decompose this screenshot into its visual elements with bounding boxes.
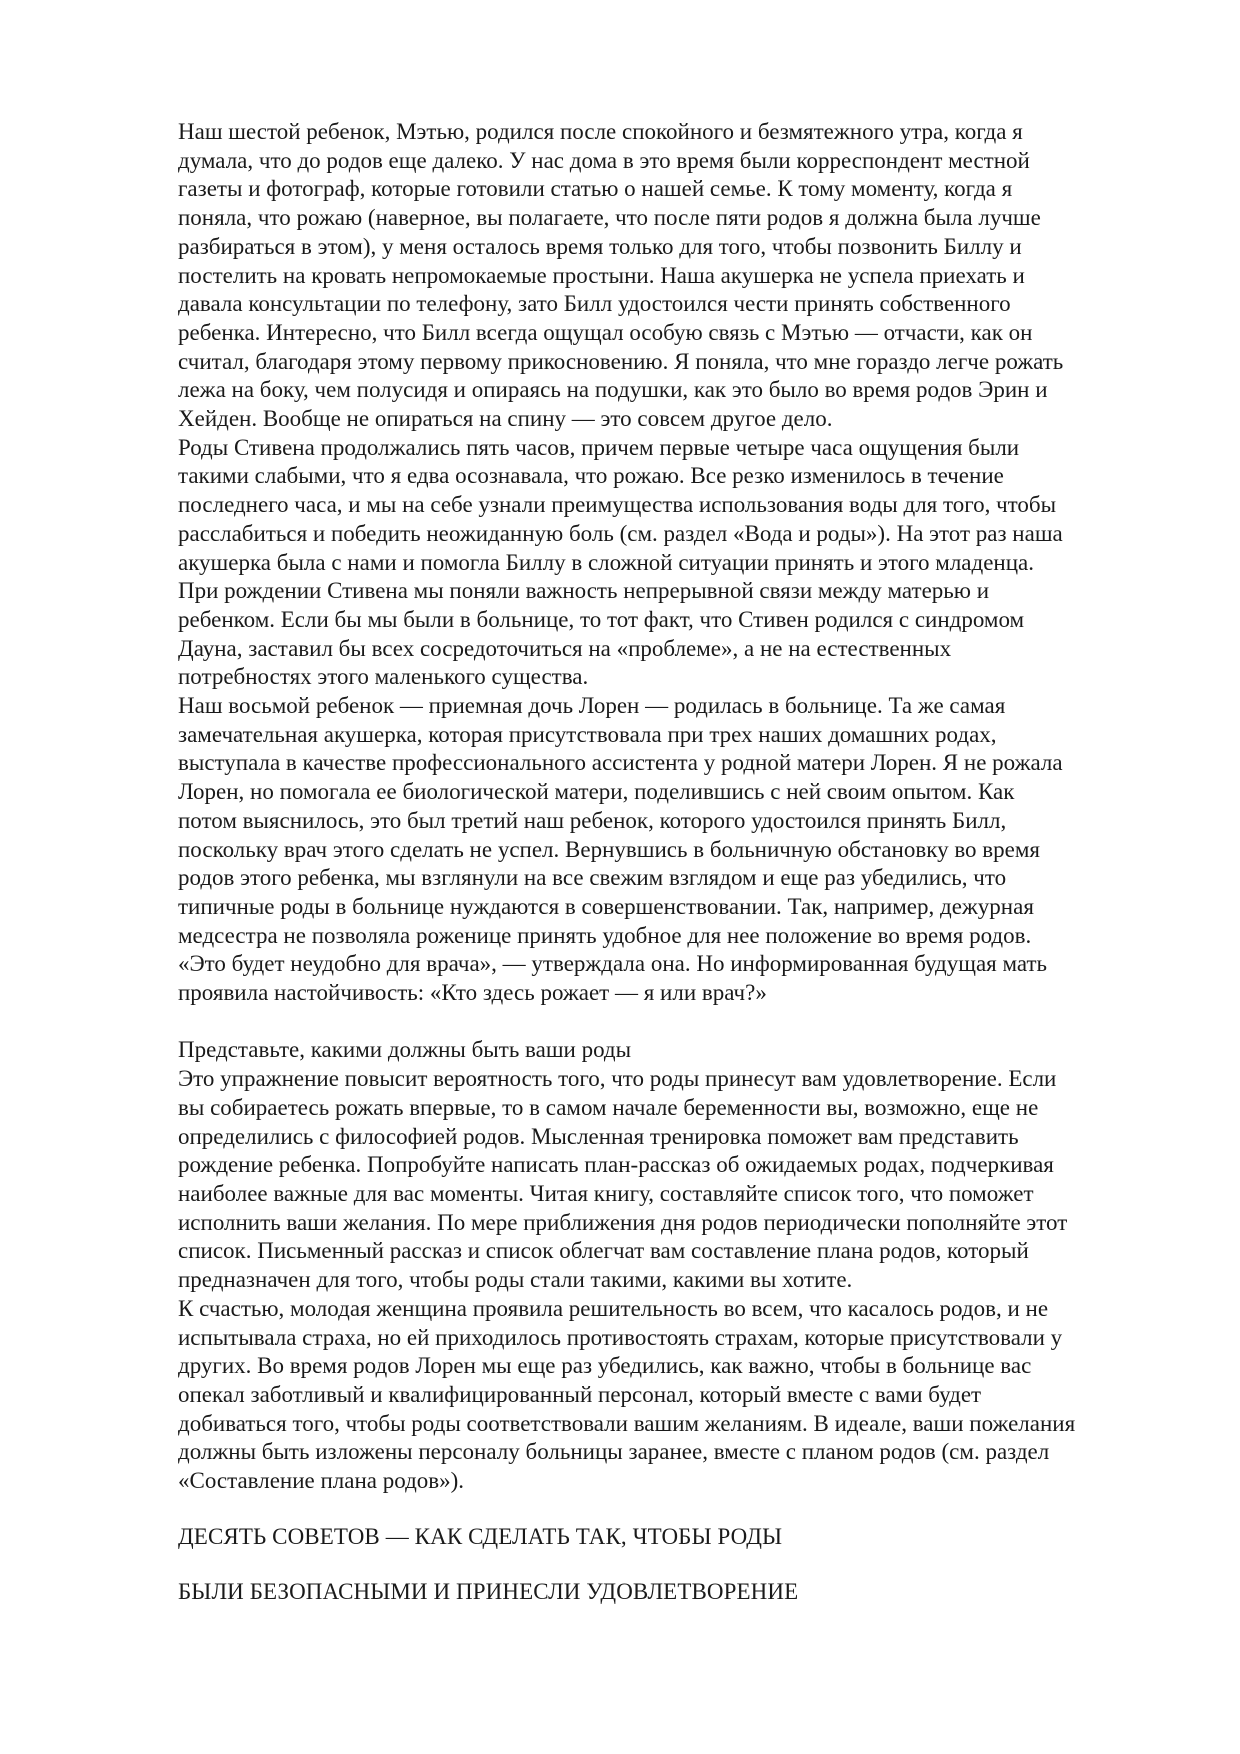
blank-line	[178, 1008, 1078, 1037]
paragraph-visualization-exercise: Это упражнение повысит вероятность того, что роды принесут вам удовлетворение. Если вы собираетесь рожать впервые, то в самом начале беременности вы, возможно, еще не определились с философией родов. Мысленная тренировка поможет вам представить рождение ребенка. Попробуйте написать план-рассказ об ожидаемых родах, подчеркивая наиболее важные для вас моменты. Читая книгу, составляйте список того, что поможет исполнить ваши желания. По мере приближения дня родов периодически пополняйте этот список. Письменный рассказ и список облегчат вам составление плана родов, который предназначен для того, чтобы роды стали такими, какими вы хотите.	[178, 1066, 1068, 1293]
document-page	[178, 118, 1078, 1607]
section-subheading: Представьте, какими должны быть ваши роды	[178, 1037, 632, 1063]
paragraph-lauren-birth: Наш восьмой ребенок — приемная дочь Лорен — родилась в больнице. Та же самая замечательная акушерка, которая присутствовала при трех наших домашних родах, выступала в качестве профессионального ассистента у родной матери Лорен. Я не рожала Лорен, но помогала ее биологической матери, поделившись с ней своим опытом. Как потом выяснилось, это был третий наш ребенок, которого удостоился принять Билл, поскольку врач этого сделать не успел. Вернувшись в больничную обстановку во время родов этого ребенка, мы взглянули на все свежим взглядом и еще раз убедились, что типичные роды в больнице нуждаются в совершенствовании. Так, например, дежурная медсестра не позволяла роженице принять удобное для нее положение во время родов. «Это будет неудобно для врача», — утверждала она. Но информированная будущая мать проявила настойчивость: «Кто здесь рожает — я или врач?»	[178, 693, 1063, 1006]
paragraph-stephen-birth: Роды Стивена продолжались пять часов, причем первые четыре часа ощущения были такими слабыми, что я едва осознавала, что рожаю. Все резко изменилось в течение последнего часа, и мы на себе узнали преимущества использования воды для того, чтобы расслабиться и победить неожиданную боль (см. раздел «Вода и роды»). На этот раз наша акушерка была с нами и помогла Биллу в сложной ситуации принять и этого младенца. При рождении Стивена мы поняли важность непрерывной связи между матерью и ребенком. Если бы мы были в больнице, то тот факт, что Стивен родился с синдромом Дауна, заставил бы всех сосредоточиться на «проблеме», а не на естественных потребностях этого маленького существа.	[178, 434, 1063, 690]
blank-line	[178, 1496, 1078, 1523]
chapter-heading-line-2: БЫЛИ БЕЗОПАСНЫМИ И ПРИНЕСЛИ УДОВЛЕТВОРЕНИЕ	[178, 1579, 799, 1605]
blank-line	[178, 1551, 1078, 1578]
paragraph-matthew-birth: Наш шестой ребенок, Мэтью, родился после спокойного и безмятежного утра, когда я думала, что до родов еще далеко. У нас дома в это время были корреспондент местной газеты и фотограф, которые готовили статью о нашей семье. К тому моменту, когда я поняла, что рожаю (наверное, вы полагаете, что после пяти родов я должна была лучше разбираться в этом), у меня осталось время только для того, чтобы позвонить Биллу и постелить на кровать непромокаемые простыни. Наша акушерка не успела приехать и давала консультации по телефону, зато Билл удостоился чести принять собственного ребенка. Интересно, что Билл всегда ощущал особую связь с Мэтью — отчасти, как он считал, благодаря этому первому прикосновению. Я поняла, что мне гораздо легче рожать лежа на боку, чем полусидя и опираясь на подушки, как это было во время родов Эрин и Хейден. Вообще не опираться на спину — это совсем другое дело.	[178, 119, 1064, 432]
paragraph-lauren-mother: К счастью, молодая женщина проявила решительность во всем, что касалось родов, и не испытывала страха, но ей приходилось противостоять страхам, которые присутствовали у других. Во время родов Лорен мы еще раз убедились, как важно, чтобы в больнице вас опекал заботливый и квалифицированный персонал, который вместе с вами будет добиваться того, чтобы роды соответствовали вашим желаниям. В идеале, ваши пожелания должны быть изложены персоналу больницы заранее, вместе с планом родов (см. раздел «Составление плана родов»).	[178, 1295, 1076, 1494]
chapter-heading-line-1: ДЕСЯТЬ СОВЕТОВ — КАК СДЕЛАТЬ ТАК, ЧТОБЫ РОДЫ	[178, 1523, 783, 1549]
